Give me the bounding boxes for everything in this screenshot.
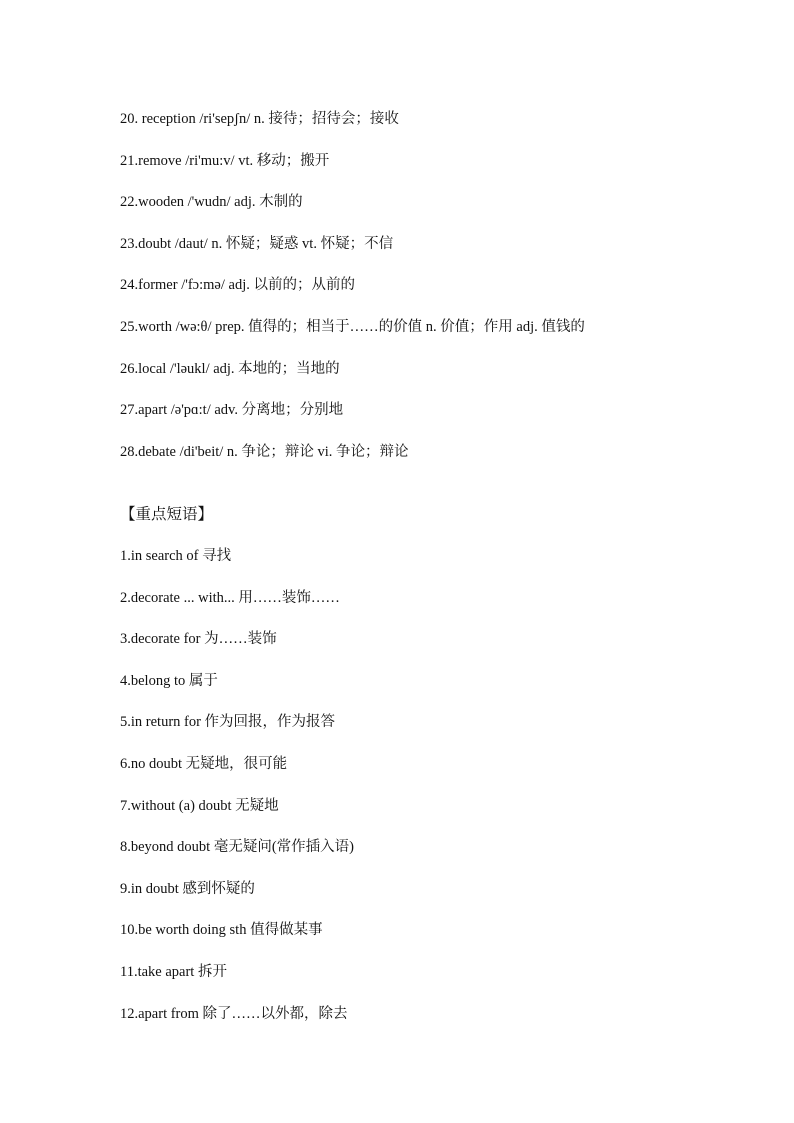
- phrase-item: 8.beyond doubt 毫无疑问(常作插入语): [120, 839, 354, 856]
- vocab-item: 21.remove /ri'mu:v/ vt. 移动；搬开: [120, 152, 330, 169]
- phrase-item: 4.belong to 属于: [120, 672, 218, 689]
- phrase-item: 2.decorate ... with... 用……装饰……: [120, 589, 340, 606]
- vocab-item: 20. reception /ri'sepʃn/ n. 接待；招待会；接收: [120, 111, 399, 127]
- vocab-item: 23.doubt /daut/ n. 怀疑；疑惑 vt. 怀疑；不信: [120, 235, 394, 252]
- vocab-item: 25.worth /wə:θ/ prep. 值得的；相当于……的价值 n. 价值；作用 adj. 值钱的: [120, 318, 585, 335]
- phrase-item: 12.apart from 除了……以外都，除去: [120, 1005, 348, 1022]
- vocab-item: 24.former /'fɔ:mə/ adj. 以前的；从前的: [120, 277, 355, 294]
- vocab-item: 28.debate /di'beit/ n. 争论；辩论 vi. 争论；辩论: [120, 443, 409, 460]
- vocab-item: 22.wooden /'wudn/ adj. 木制的: [120, 194, 303, 211]
- phrase-item: 11.take apart 拆开: [120, 963, 227, 980]
- vocabulary-list: [120, 108, 585, 482]
- phrase-item: 10.be worth doing sth 值得做某事: [120, 922, 323, 939]
- phrase-item: 6.no doubt 无疑地，很可能: [120, 755, 288, 772]
- phrase-item: 1.in search of 寻找: [120, 548, 232, 564]
- vocab-item: 26.local /'ləukl/ adj. 本地的；当地的: [120, 360, 340, 377]
- phrase-item: 5.in return for 作为回报，作为报答: [120, 714, 336, 731]
- phrases-heading: 【重点短语】: [120, 505, 214, 523]
- phrase-item: 7.without (a) doubt 无疑地: [120, 797, 279, 814]
- phrase-item: 3.decorate for 为……装饰: [120, 631, 277, 648]
- phrase-item: 9.in doubt 感到怀疑的: [120, 880, 255, 897]
- phrase-list: [120, 545, 354, 1044]
- vocab-item: 27.apart /ə'pɑ:t/ adv. 分离地；分别地: [120, 402, 344, 419]
